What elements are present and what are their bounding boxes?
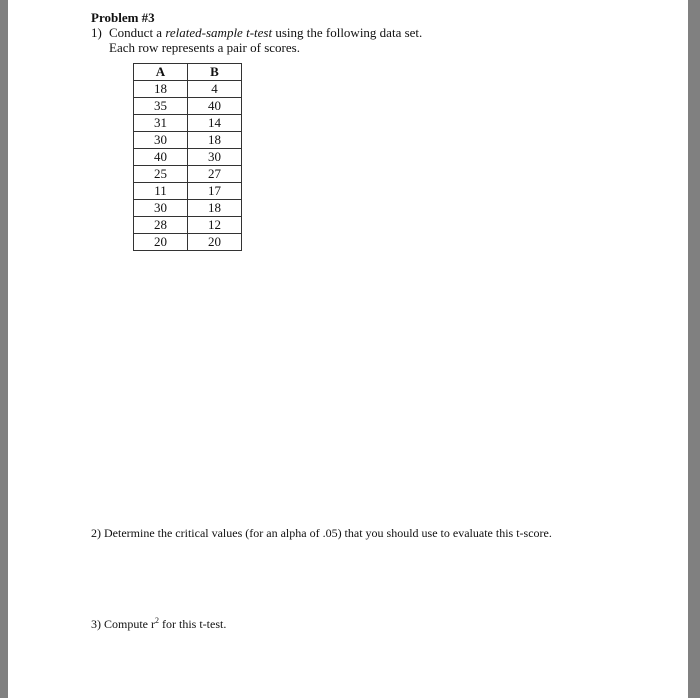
question-1-text-before: Conduct a xyxy=(109,25,163,40)
table-row xyxy=(134,183,242,200)
cell-a: 30 xyxy=(134,132,188,149)
cell-b: 4 xyxy=(188,81,242,98)
question-1-emphasis: related-sample t-test xyxy=(165,25,273,40)
cell-b: 17 xyxy=(188,183,242,200)
question-1-number: 1) xyxy=(91,25,102,40)
cell-b: 40 xyxy=(188,98,242,115)
cell-b: 30 xyxy=(188,149,242,166)
table-row xyxy=(134,200,242,217)
table-row xyxy=(134,81,242,98)
cell-a: 30 xyxy=(134,200,188,217)
question-1 xyxy=(91,25,422,55)
table-row xyxy=(134,115,242,132)
question-1-text-after: using the following data set. xyxy=(275,25,423,40)
problem-title: Problem #3 xyxy=(91,10,155,25)
question-3-superscript: 2 xyxy=(155,616,159,625)
cell-a: 40 xyxy=(134,149,188,166)
table-row xyxy=(134,98,242,115)
column-header-b: B xyxy=(188,64,242,81)
cell-a: 35 xyxy=(134,98,188,115)
cell-a: 25 xyxy=(134,166,188,183)
question-3 xyxy=(91,616,226,632)
cell-a: 31 xyxy=(134,115,188,132)
cell-b: 18 xyxy=(188,132,242,149)
cell-b: 27 xyxy=(188,166,242,183)
question-2: 2) Determine the critical values (for an alpha of .05) that you should use to evaluate this t-score. xyxy=(91,526,552,540)
cell-b: 14 xyxy=(188,115,242,132)
question-3-text-after: for this t-test. xyxy=(159,617,227,631)
cell-a: 28 xyxy=(134,217,188,234)
cell-b: 20 xyxy=(188,234,242,251)
cell-a: 11 xyxy=(134,183,188,200)
cell-a: 18 xyxy=(134,81,188,98)
cell-b: 18 xyxy=(188,200,242,217)
question-1-line-2: Each row represents a pair of scores. xyxy=(109,40,300,55)
table-row xyxy=(134,217,242,234)
table-row xyxy=(134,234,242,251)
column-header-a: A xyxy=(134,64,188,81)
table-row xyxy=(134,132,242,149)
table-row xyxy=(134,166,242,183)
document-page xyxy=(8,0,688,698)
cell-b: 12 xyxy=(188,217,242,234)
question-3-text-before: 3) Compute r xyxy=(91,617,155,631)
table-row xyxy=(134,149,242,166)
table-header-row xyxy=(134,64,242,81)
cell-a: 20 xyxy=(134,234,188,251)
data-table xyxy=(133,63,242,251)
